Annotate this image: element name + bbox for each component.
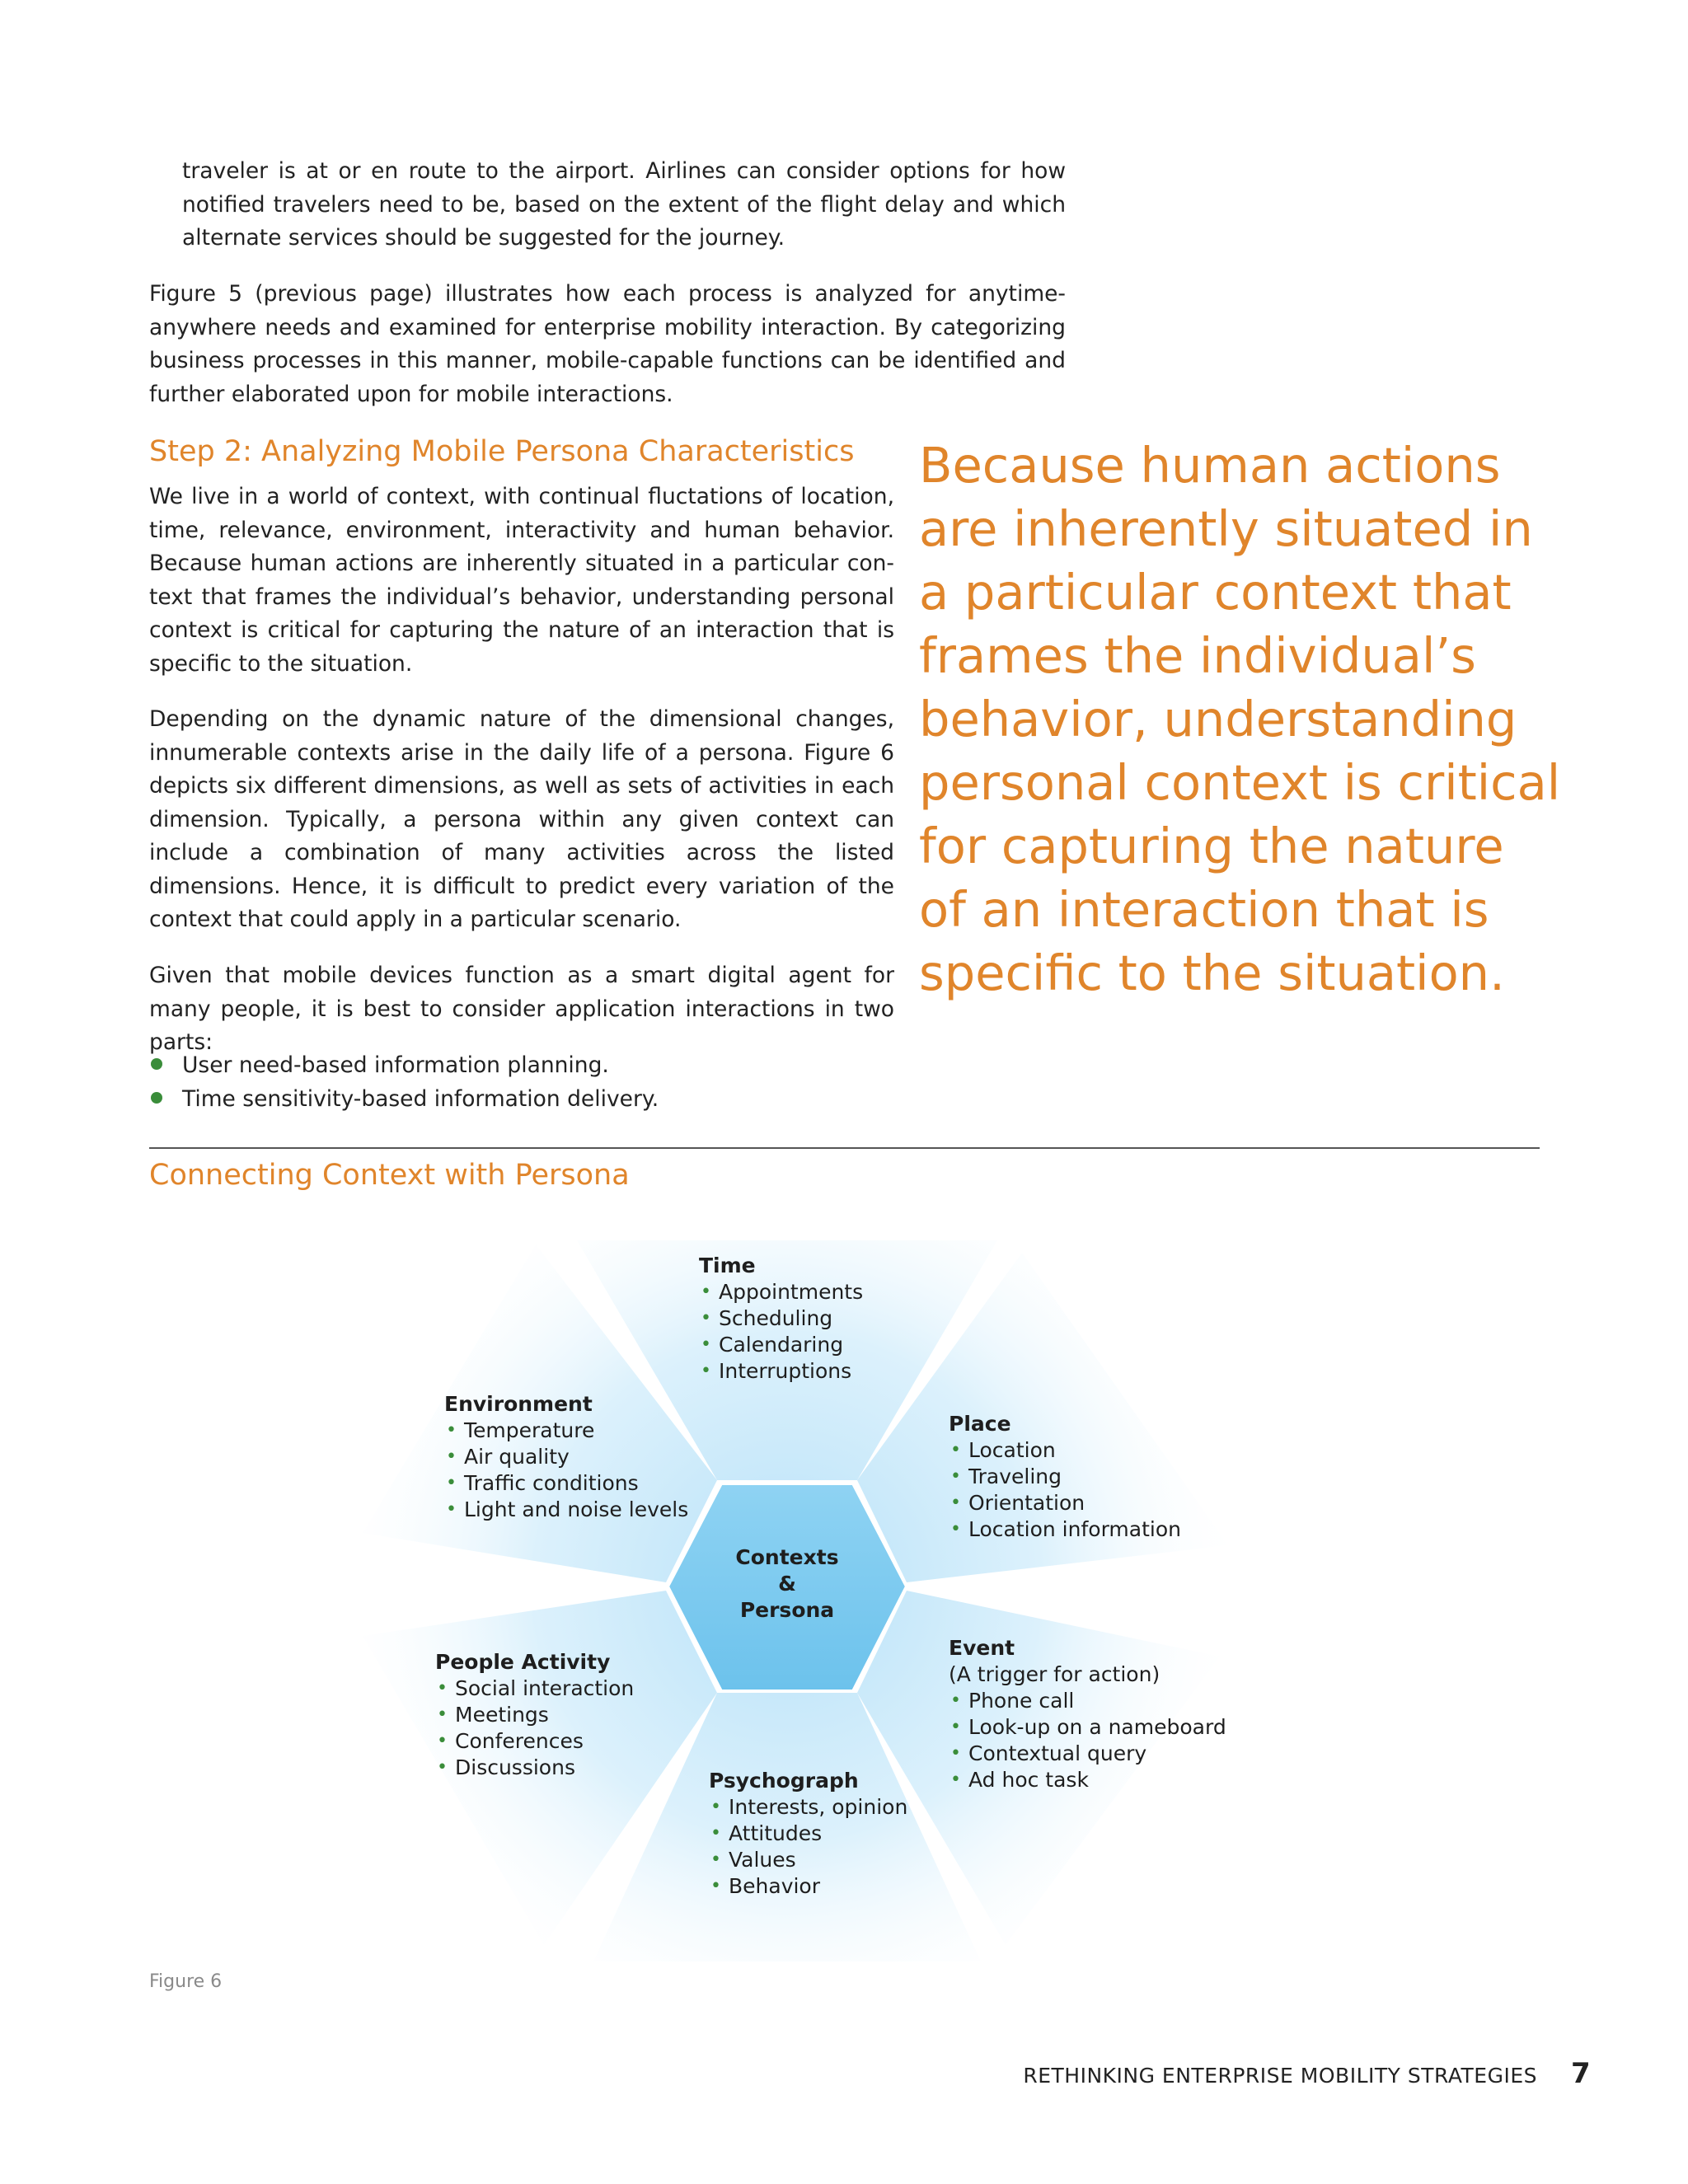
continuation-paragraph: traveler is at or en route to the airport. Airlines can consider options for how notified travelers need to be, based on the extent of the flight delay and which alternate services should be suggested for the journey. bbox=[182, 158, 1066, 251]
list-item: • Behavior bbox=[710, 1874, 821, 1898]
list-item: • Meetings bbox=[437, 1703, 549, 1727]
list-item: • Traveling bbox=[950, 1465, 1062, 1488]
bullet-icon bbox=[151, 1058, 162, 1070]
segment-event: Event (A trigger for action) • Phone call • Look-up on a nameboard • Contextual query • Ad hoc task bbox=[949, 1636, 1226, 1792]
list-item: • Ad hoc task bbox=[950, 1768, 1089, 1792]
step2-heading: Step 2: Analyzing Mobile Persona Characteristics bbox=[149, 435, 855, 468]
footer-title: RETHINKING ENTERPRISE MOBILITY STRATEGIES bbox=[1023, 2064, 1537, 2088]
list-item: • Phone call bbox=[950, 1689, 1075, 1713]
step2-paragraph-2: Depending on the dynamic nature of the dimensional changes, innumerable contexts arise in the daily life of a persona. Figure 6 depicts six different dimensions, as well as sets of activities in each dimension. Typically, a persona within any given context can include a combination of many activities across the listed dimensions. Hence, it is difficult to predict every variation of the context that could apply in a particular scenario. bbox=[149, 706, 894, 932]
list-item: • Traffic conditions bbox=[446, 1471, 639, 1495]
list-item: • Conferences bbox=[437, 1729, 584, 1753]
list-item: User need-based information planning. bbox=[149, 1049, 659, 1083]
list-item: Time sensitivity-based information delivery. bbox=[149, 1083, 659, 1117]
figure5-paragraph: Figure 5 (previous page) illustrates how each process is analyzed for anytime-anywhere needs and examined for enterprise mobility interaction. By categorizing business processes in this manner, mobile-capable functions can be identified and further elaborated upon for mobile interactions. bbox=[149, 281, 1066, 407]
list-item: • Social interaction bbox=[437, 1676, 635, 1700]
list-item: • Look-up on a nameboard bbox=[950, 1715, 1226, 1739]
segment-time: Time • Appointments • Scheduling • Calendaring • Interruptions bbox=[699, 1254, 864, 1383]
list-item: • Orientation bbox=[950, 1491, 1085, 1515]
bullet-icon bbox=[151, 1092, 162, 1104]
segment-people-activity: People Activity • Social interaction • Meetings • Conferences • Discussions bbox=[435, 1650, 635, 1779]
list-item: • Discussions bbox=[437, 1755, 575, 1779]
list-item: • Appointments bbox=[701, 1280, 864, 1304]
section-divider bbox=[149, 1147, 1540, 1149]
center-label: Contexts & Persona bbox=[735, 1545, 839, 1622]
list-item: • Location information bbox=[950, 1517, 1181, 1541]
list-item: • Location bbox=[950, 1438, 1056, 1462]
page-number: 7 bbox=[1571, 2057, 1591, 2090]
list-item: • Scheduling bbox=[701, 1306, 833, 1330]
figure-heading: Connecting Context with Persona bbox=[149, 1159, 630, 1192]
pull-quote: Because human actions are inherently situated in a particular context that frames the individual’s behavior, understanding personal context is critical for capturing the nature of an interaction that is specific to the situation. bbox=[919, 437, 1561, 1001]
segment-place: Place • Location • Traveling • Orientation • Location information bbox=[949, 1412, 1181, 1541]
segment-environment: Environment • Temperature • Air quality • Traffic conditions • Light and noise levels bbox=[444, 1392, 689, 1521]
list-item: • Interruptions bbox=[701, 1359, 852, 1383]
bullet-list bbox=[149, 1049, 659, 1116]
list-item: • Light and noise levels bbox=[446, 1497, 689, 1521]
segment-psychograph: Psychograph • Interests, opinion • Attitudes • Values • Behavior bbox=[709, 1769, 908, 1898]
step2-paragraph-1: We live in a world of context, with continual fluctations of location, time, relevance, environment, interactivity and human behavior. Because human actions are inherently situated in a particular con-text that frames the individual’s behavior, understanding personal context is critical for capturing the nature of an interaction that is specific to the situation. bbox=[149, 484, 894, 677]
list-item: • Air quality bbox=[446, 1445, 570, 1469]
list-item: • Calendaring bbox=[701, 1333, 844, 1357]
list-item: • Contextual query bbox=[950, 1741, 1147, 1765]
list-item: • Attitudes bbox=[710, 1821, 823, 1845]
figure-caption: Figure 6 bbox=[149, 1971, 223, 1992]
list-item: • Interests, opinion bbox=[710, 1795, 908, 1819]
list-item: • Temperature bbox=[446, 1418, 595, 1442]
step2-paragraph-3: Given that mobile devices function as a smart digital agent for many people, it is best to consider application interactions in two parts: bbox=[149, 963, 894, 1055]
list-item: • Values bbox=[710, 1848, 796, 1872]
